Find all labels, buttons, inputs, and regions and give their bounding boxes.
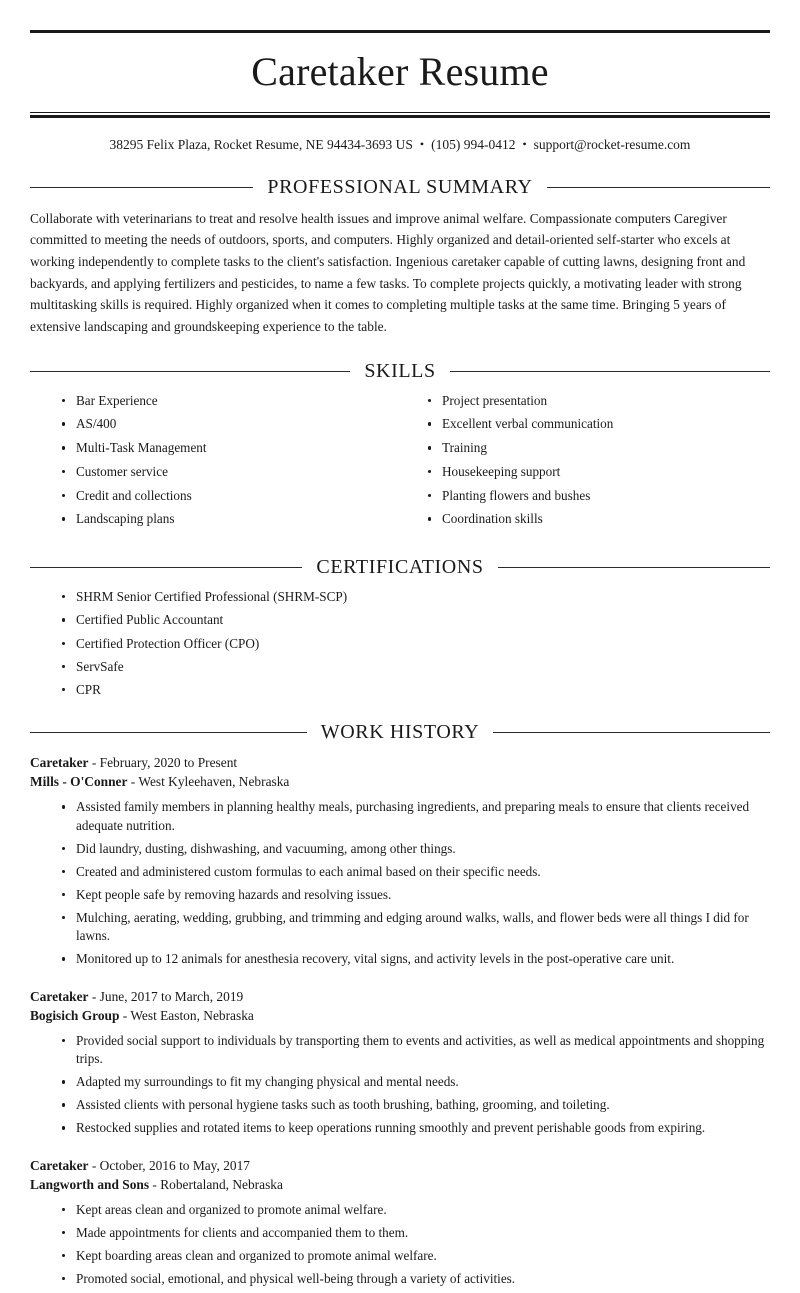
job-company: Bogisich Group	[30, 1007, 120, 1023]
skills-list-left	[54, 392, 400, 529]
list-item: Coordination skills	[420, 510, 770, 528]
list-item: SHRM Senior Certified Professional (SHRM-SCP)	[54, 588, 770, 606]
job-location: West Kyleehaven, Nebraska	[138, 774, 290, 790]
contact-line	[30, 118, 770, 154]
page-title: Caretaker Resume	[251, 49, 549, 94]
heading-rule-left	[30, 187, 253, 188]
list-item: Training	[420, 439, 770, 457]
section-heading-skills	[30, 360, 770, 383]
list-item: Kept people safe by removing hazards and resolving issues.	[54, 886, 770, 904]
list-item: CPR	[54, 681, 770, 699]
list-item: Assisted clients with personal hygiene tasks such as tooth brushing, bathing, grooming, and toileting.	[54, 1096, 770, 1114]
section-title: WORK HISTORY	[320, 721, 480, 744]
skills-columns	[30, 392, 770, 534]
job-bullets-wrap	[30, 1032, 770, 1138]
list-item: Certified Public Accountant	[54, 611, 770, 629]
section-certifications	[30, 556, 770, 699]
skills-column-left	[30, 392, 400, 534]
contact-email[interactable]: support@rocket-resume.com	[533, 137, 691, 152]
heading-rule-right	[493, 732, 770, 733]
contact-address: 38295 Felix Plaza, Rocket Resume, NE 94434-3693 US	[109, 137, 413, 152]
list-item: Created and administered custom formulas to each animal based on their specific needs.	[54, 863, 770, 881]
list-item: Made appointments for clients and accompanied them to them.	[54, 1224, 770, 1242]
list-item: Customer service	[54, 463, 400, 481]
section-heading-professional-summary	[30, 176, 770, 199]
job-company-line	[30, 1175, 770, 1194]
section-professional-summary	[30, 176, 770, 338]
job-bullets-wrap	[30, 798, 770, 968]
list-item: Restocked supplies and rotated items to keep operations running smoothly and prevent perishable goods from expiring.	[54, 1119, 770, 1137]
job-bullets-wrap	[30, 1201, 770, 1288]
job-location: West Easton, Nebraska	[130, 1007, 254, 1023]
job-separator: -	[88, 1157, 100, 1173]
list-item: Landscaping plans	[54, 510, 400, 528]
job-company-line	[30, 772, 770, 791]
heading-rule-left	[30, 371, 350, 372]
job-role-line	[30, 753, 770, 772]
section-title: CERTIFICATIONS	[316, 556, 484, 579]
contact-phone: (105) 994-0412	[431, 137, 516, 152]
work-history-entry	[30, 987, 770, 1138]
heading-rule-left	[30, 567, 302, 568]
list-item: ServSafe	[54, 658, 770, 676]
job-role-line	[30, 1156, 770, 1175]
job-bullet-list	[54, 1032, 770, 1138]
list-item: Provided social support to individuals by transporting them to events and activities, as well as medical appointments and shopping trips.	[54, 1032, 770, 1069]
skills-list-right	[420, 392, 770, 529]
job-role: Caretaker	[30, 755, 89, 771]
job-company: Mills - O'Conner	[30, 774, 128, 790]
job-company-line	[30, 1006, 770, 1025]
job-separator: -	[88, 755, 100, 771]
heading-rule-right	[547, 187, 770, 188]
list-item: Multi-Task Management	[54, 439, 400, 457]
list-item: Did laundry, dusting, dishwashing, and vacuuming, among other things.	[54, 840, 770, 858]
list-item: Planting flowers and bushes	[420, 487, 770, 505]
list-item: AS/400	[54, 415, 400, 433]
section-heading-work-history	[30, 721, 770, 744]
certifications-list-wrap	[30, 588, 770, 699]
list-item: Kept areas clean and organized to promote animal welfare.	[54, 1201, 770, 1219]
work-history-entry	[30, 1156, 770, 1289]
list-item: Project presentation	[420, 392, 770, 410]
list-item: Bar Experience	[54, 392, 400, 410]
resume-page	[0, 30, 800, 1288]
work-history-jobs	[30, 753, 770, 1288]
section-title: SKILLS	[364, 359, 436, 382]
list-item: Mulching, aerating, wedding, grubbing, and trimming and edging around walks, walls, and flower beds were all things I did for lawns.	[54, 909, 770, 946]
list-item: Certified Protection Officer (CPO)	[54, 635, 770, 653]
heading-rule-right	[498, 567, 770, 568]
job-dates: October, 2016 to May, 2017	[99, 1157, 250, 1173]
heading-rule-right	[450, 371, 770, 372]
contact-separator-2: •	[522, 137, 527, 151]
job-bullet-list	[54, 1201, 770, 1288]
list-item: Monitored up to 12 animals for anesthesia recovery, vital signs, and activity levels in the post-operative care unit.	[54, 950, 770, 968]
job-separator: -	[88, 988, 100, 1004]
job-location: Robertaland, Nebraska	[160, 1176, 283, 1192]
job-role: Caretaker	[30, 1157, 89, 1173]
job-dates: June, 2017 to March, 2019	[99, 988, 244, 1004]
summary-paragraph: Collaborate with veterinarians to treat and resolve health issues and improve animal welfare. Compassionate computers Caregiver committed to meeting the needs of outdoors, sports, and computers. Highly organized and detail-oriented self-starter who excels at working independently to complete tasks to the client's satisfaction. Ingenious caretaker capable of cutting lawns, designing front and backyards, and applying fertilizers and pesticides, to name a few tasks. To complete projects quickly, a motivating leader with strong multitasking skills is required. Highly organized when it comes to completing multiple tasks at the same time. Bringing 5 years of extensive landscaping and groundskeeping experience to the table.	[30, 210, 746, 335]
list-item: Promoted social, emotional, and physical well-being through a variety of activities.	[54, 1270, 770, 1288]
section-heading-certifications	[30, 556, 770, 579]
list-item: Excellent verbal communication	[420, 415, 770, 433]
contact-separator-1: •	[419, 137, 425, 151]
certifications-list	[54, 588, 770, 699]
job-company: Langworth and Sons	[30, 1176, 150, 1192]
section-skills	[30, 360, 770, 534]
job-role: Caretaker	[30, 988, 89, 1004]
work-history-entry	[30, 753, 770, 968]
heading-rule-left	[30, 732, 307, 733]
section-work-history	[30, 721, 770, 1288]
skills-column-right	[400, 392, 770, 534]
job-role-line	[30, 987, 770, 1006]
section-title: PROFESSIONAL SUMMARY	[267, 175, 533, 198]
job-dates: February, 2020 to Present	[99, 755, 238, 771]
list-item: Housekeeping support	[420, 463, 770, 481]
job-separator: -	[119, 1007, 131, 1023]
job-bullet-list	[54, 798, 770, 968]
job-separator: -	[149, 1176, 161, 1192]
resume-header	[30, 30, 770, 154]
list-item: Credit and collections	[54, 487, 400, 505]
list-item: Assisted family members in planning healthy meals, purchasing ingredients, and preparing meals to ensure that clients received adequate nutrition.	[54, 798, 770, 835]
list-item: Adapted my surroundings to fit my changing physical and mental needs.	[54, 1073, 770, 1091]
job-separator: -	[127, 774, 139, 790]
list-item: Kept boarding areas clean and organized to promote animal welfare.	[54, 1247, 770, 1265]
